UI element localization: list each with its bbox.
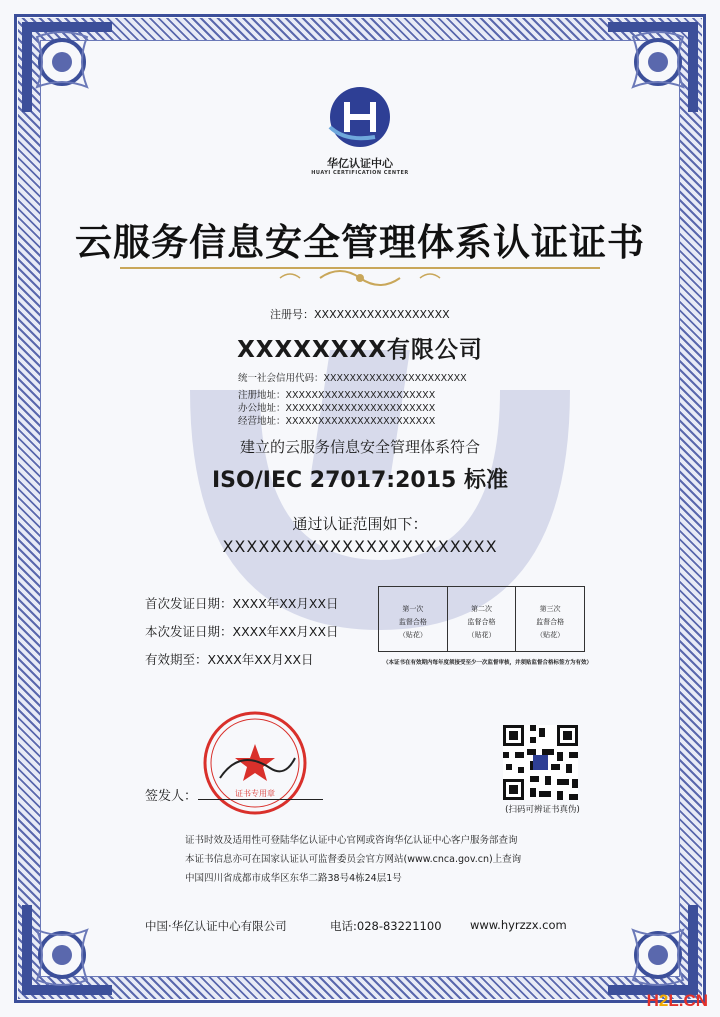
corner-ornament-icon xyxy=(22,22,112,112)
registered-address: 注册地址：XXXXXXXXXXXXXXXXXXXXXXX xyxy=(238,390,436,401)
business-address: 经营地址：XXXXXXXXXXXXXXXXXXXXXXX xyxy=(238,416,436,427)
office-address: 办公地址：XXXXXXXXXXXXXXXXXXXXXXX xyxy=(238,403,436,414)
current-issue-date: 本次发证日期：XXXX年XX月XX日 xyxy=(145,624,339,639)
scope-heading: 通过认证范围如下： xyxy=(292,515,428,533)
corner-ornament-icon xyxy=(608,22,698,112)
info-line: 证书时效及适用性可登陆华亿认证中心官网或咨询华亿认证中心客户服务部查询 xyxy=(185,835,518,846)
divider-ornament-icon xyxy=(120,260,600,290)
footer-phone: 电话:028-83221100 xyxy=(330,919,442,933)
org-name-en: HUAYI CERTIFICATION CENTER xyxy=(311,170,409,176)
company-name: XXXXXXXX有限公司 xyxy=(237,337,483,363)
surveillance-cell: 第三次 监督合格 （贴花） xyxy=(536,605,565,639)
huayi-logo-icon xyxy=(325,82,395,152)
first-issue-date: 首次发证日期：XXXX年XX月XX日 xyxy=(145,596,339,611)
valid-until-date: 有效期至：XXXX年XX月XX日 xyxy=(145,652,314,667)
corner-ornament-icon xyxy=(22,905,112,995)
footer-website[interactable]: www.hyrzzx.com xyxy=(470,918,567,932)
org-name: 华亿认证中心 xyxy=(327,157,393,170)
footer-company: 中国·华亿认证中心有限公司 xyxy=(145,919,287,933)
scope-value: XXXXXXXXXXXXXXXXXXXXXXX xyxy=(222,537,498,556)
conformity-statement: 建立的云服务信息安全管理体系符合 xyxy=(239,438,480,456)
registration-number: 注册号：XXXXXXXXXXXXXXXXXX xyxy=(270,308,450,321)
official-seal-icon xyxy=(200,708,310,818)
site-watermark: H2L.CN xyxy=(646,991,708,1010)
standard-name: ISO/IEC 27017:2015 标准 xyxy=(211,468,508,493)
qr-code-icon[interactable] xyxy=(503,725,578,800)
certificate-title: 云服务信息安全管理体系认证证书 xyxy=(75,220,645,264)
corner-ornament-icon xyxy=(608,905,698,995)
credit-code: 统一社会信用代码：XXXXXXXXXXXXXXXXXXXXXX xyxy=(238,373,467,384)
info-line: 本证书信息亦可在国家认证认可监督委员会官方网站(www.cnca.gov.cn)上查询 xyxy=(185,854,522,865)
surveillance-cell: 第二次 监督合格 （贴花） xyxy=(448,587,517,651)
surveillance-table xyxy=(378,586,585,652)
signer-label: 签发人： xyxy=(145,789,198,804)
seal-center-text: 证书专用章 xyxy=(235,789,275,798)
surveillance-cell: 第一次 监督合格 （贴花） xyxy=(379,587,448,651)
info-line: 中国四川省成都市成华区东华二路38号4栋24层1号 xyxy=(185,873,402,884)
surveillance-note: （本证书在有效期内每年度须接受至少一次监督审核，并须贴监督合格标签方为有效） xyxy=(383,660,593,666)
qr-caption: (扫码可辨证书真伪) xyxy=(505,805,580,815)
signature-line xyxy=(198,799,323,800)
